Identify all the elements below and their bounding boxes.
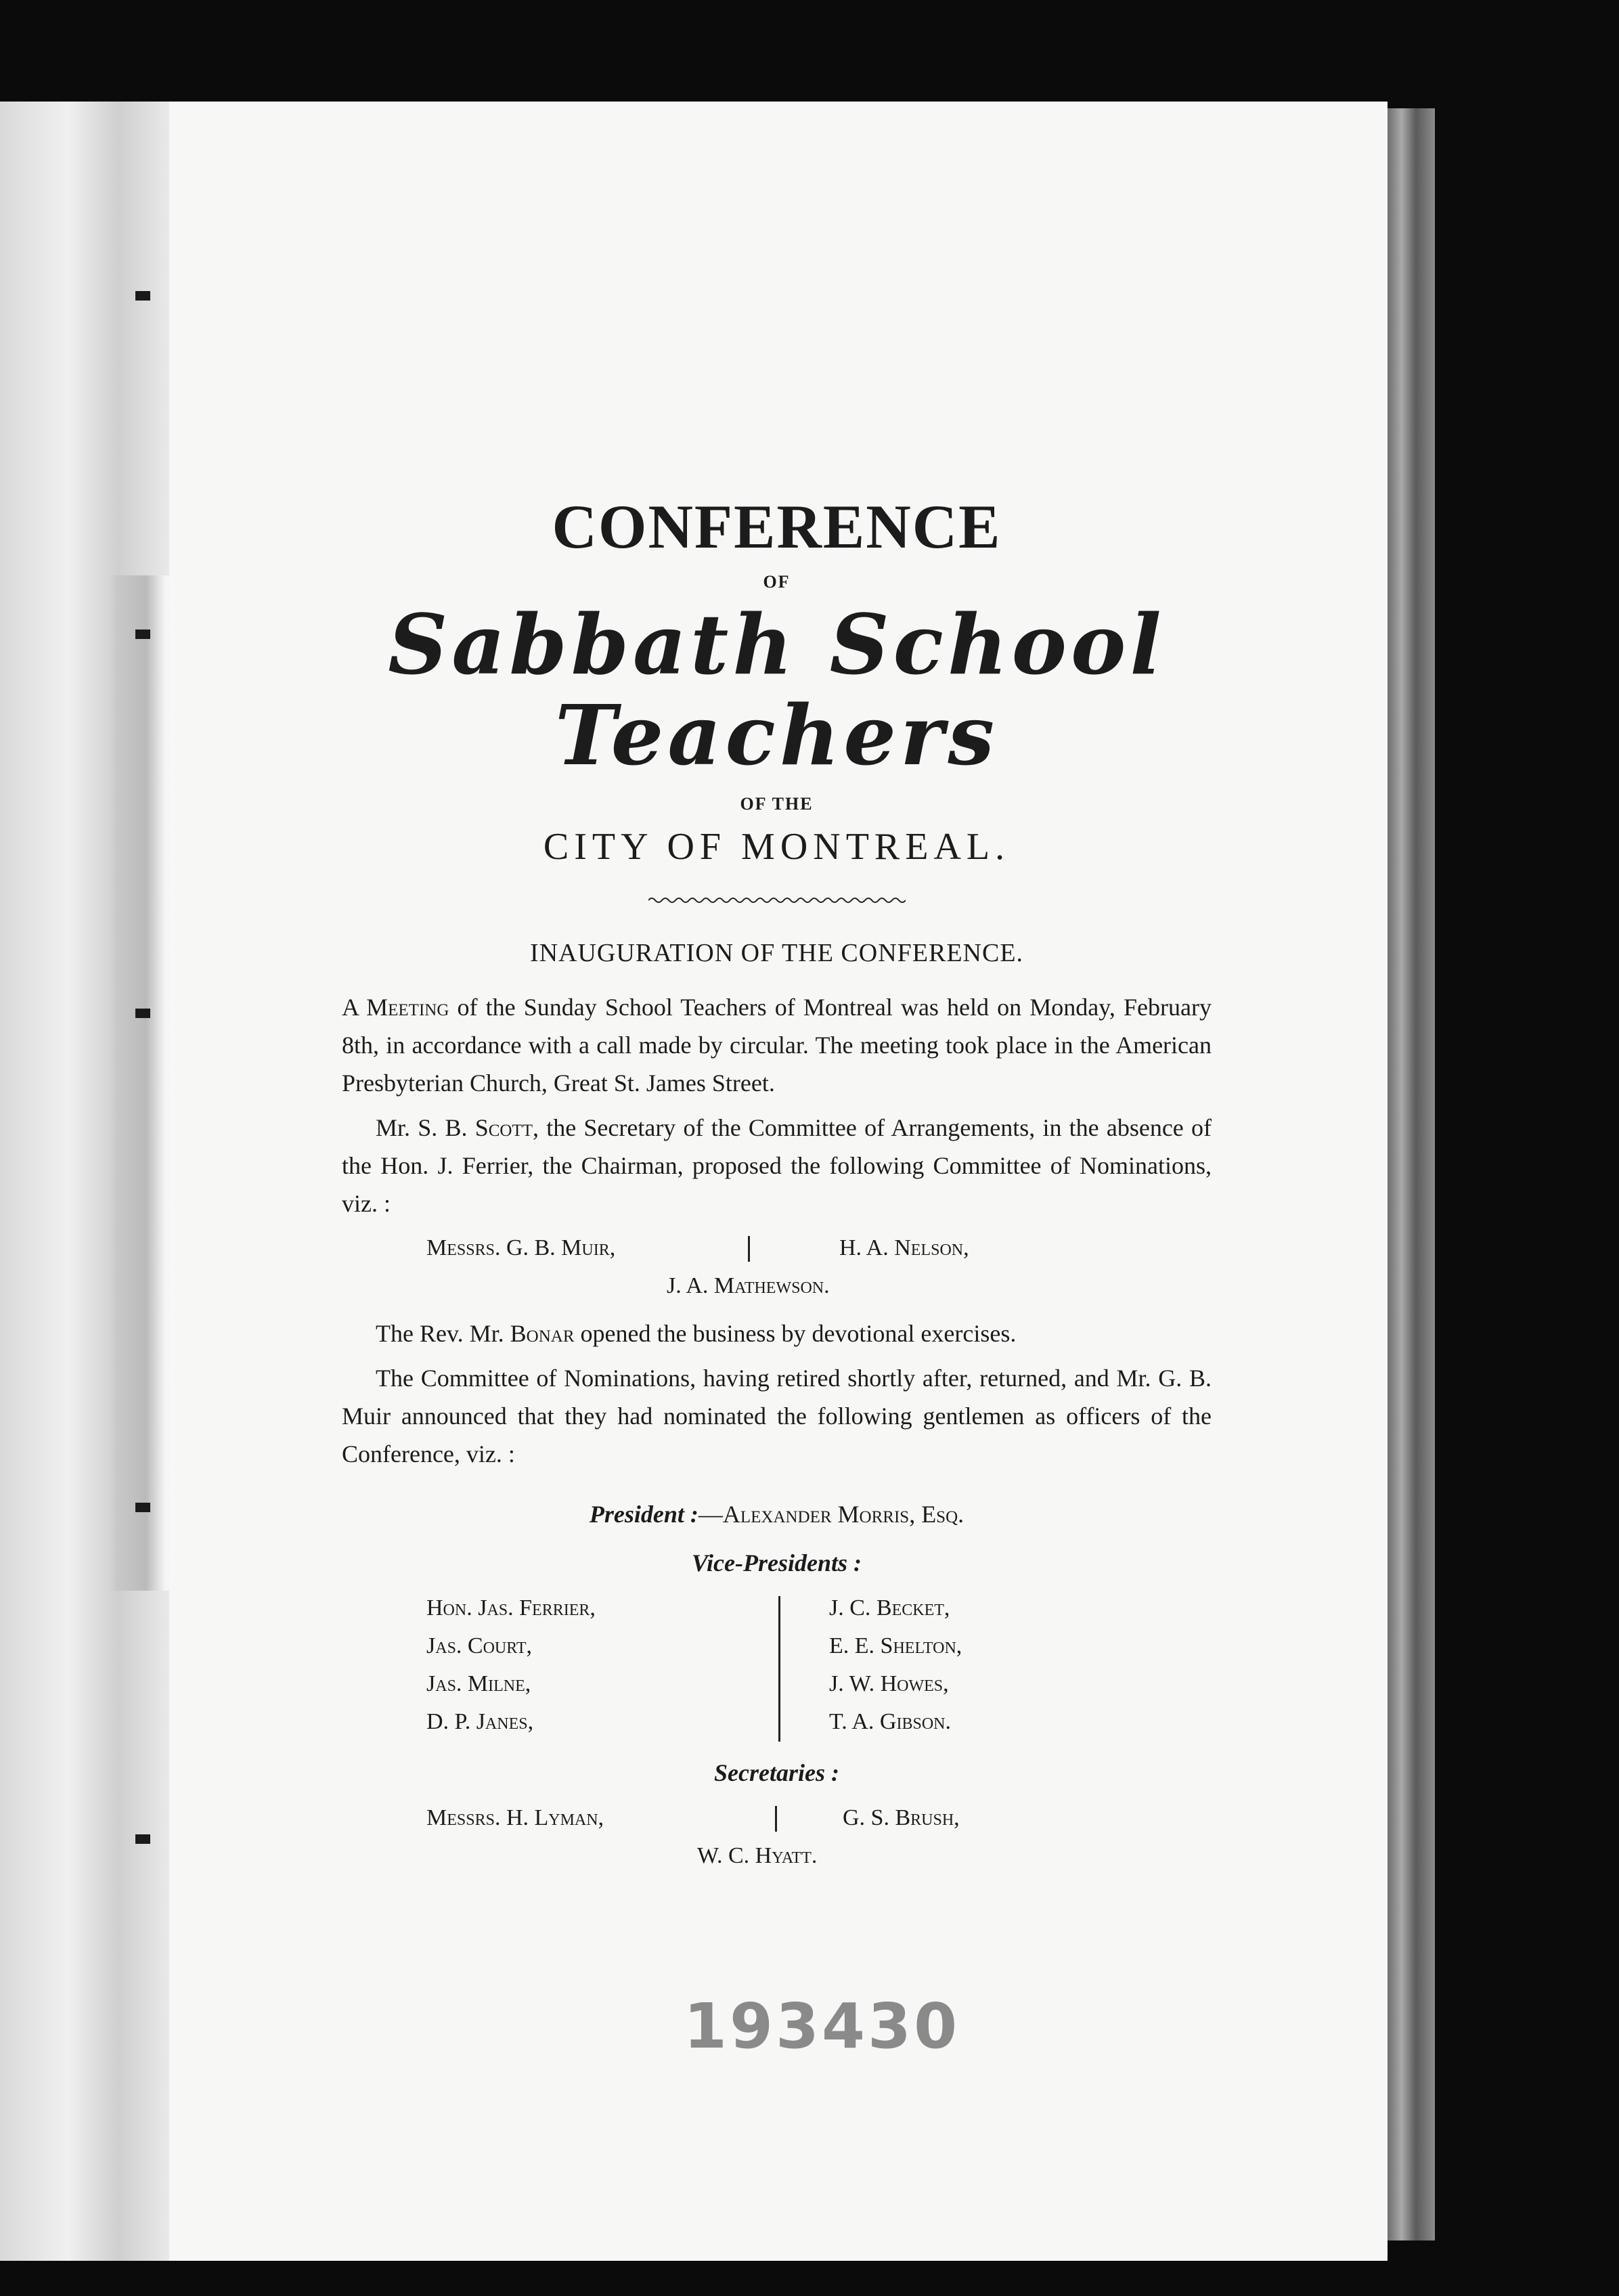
wavy-rule xyxy=(648,896,906,905)
binding-thread xyxy=(135,630,150,639)
vice-presidents-divider xyxy=(778,1596,780,1742)
title-of-the: OF THE xyxy=(740,793,814,814)
secretary-below: W. C. Hyatt. xyxy=(697,1842,818,1868)
secretaries-label: Secretaries : xyxy=(714,1759,839,1786)
nomination-below: J. A. Mathewson. xyxy=(667,1273,830,1298)
vice-president: J. C. Becket, xyxy=(829,1595,950,1620)
vice-presidents-left xyxy=(426,1589,596,1741)
vice-president: Hon. Jas. Ferrier, xyxy=(426,1595,596,1620)
page-content xyxy=(342,494,1212,1875)
meeting-lead: A Meeting xyxy=(342,993,449,1021)
title-of: OF xyxy=(763,571,791,592)
paragraph-nominations-result: The Committee of Nominations, having retired shortly after, returned, and Mr. G. B. Muir announced that they had nominated the following gentlemen as officers of the Conference, viz. : xyxy=(342,1364,1212,1467)
committee-name: Scott xyxy=(474,1113,533,1141)
president-line xyxy=(342,1500,1212,1528)
nomination-divider xyxy=(748,1236,750,1262)
vice-president: Jas. Milne, xyxy=(426,1671,531,1696)
binding-thread xyxy=(135,291,150,301)
binding-thread xyxy=(135,1009,150,1018)
nominations-list xyxy=(342,1229,1212,1305)
devotional-pre: The Rev. Mr. xyxy=(376,1319,510,1347)
president-dash: — xyxy=(698,1500,723,1528)
president-name: Alexander Morris, Esq. xyxy=(722,1500,964,1528)
secretary-right: G. S. Brush, xyxy=(843,1805,960,1830)
vice-president: Jas. Court, xyxy=(426,1633,532,1658)
president-label: President : xyxy=(589,1500,698,1528)
devotional-text: opened the business by devotional exercises. xyxy=(574,1319,1017,1347)
vice-presidents-label: Vice-Presidents : xyxy=(692,1549,862,1576)
catalog-stamp-number: 193430 xyxy=(684,1990,960,2062)
binding-thread xyxy=(135,1834,150,1844)
devotional-name: Bonar xyxy=(510,1319,575,1347)
vice-president: D. P. Janes, xyxy=(426,1708,534,1734)
page-edges xyxy=(1388,108,1435,2240)
section-heading: INAUGURATION OF THE CONFERENCE. xyxy=(529,938,1024,967)
vice-presidents-list xyxy=(342,1589,1212,1759)
vice-president: E. E. Shelton, xyxy=(829,1633,962,1658)
paragraph-committee xyxy=(342,1109,1212,1222)
nomination-left: Messrs. G. B. Muir, xyxy=(426,1235,616,1260)
committee-text: , the Secretary of the Committee of Arrangements, in the absence of the Hon. J. Ferrier, the Chairman, proposed the following Committee of Nominations, viz. : xyxy=(342,1113,1212,1217)
vice-president: J. W. Howes, xyxy=(829,1671,949,1696)
secretaries-divider xyxy=(775,1806,777,1832)
book-spine xyxy=(0,102,169,2261)
meeting-text: of the Sunday School Teachers of Montreal was held on Monday, February 8th, in accordance with a call made by circular. The meeting took place in the American Presbyterian Church, Great St. James Street. xyxy=(342,993,1212,1097)
vice-presidents-right xyxy=(829,1589,962,1741)
committee-pre: Mr. S. B. xyxy=(376,1113,475,1141)
vice-president: T. A. Gibson. xyxy=(829,1708,951,1734)
paragraph-meeting xyxy=(342,988,1212,1102)
secretary-left: Messrs. H. Lyman, xyxy=(426,1805,604,1830)
title-city: CITY OF MONTREAL. xyxy=(543,825,1011,868)
paragraph-devotional xyxy=(342,1315,1212,1352)
nomination-right: H. A. Nelson, xyxy=(839,1235,969,1260)
binding-thread xyxy=(135,1503,150,1512)
secretaries-list xyxy=(342,1799,1212,1875)
title-conference: CONFERENCE xyxy=(552,492,1002,561)
title-sabbath-school-teachers: Sabbath School Teachers xyxy=(388,595,1166,784)
